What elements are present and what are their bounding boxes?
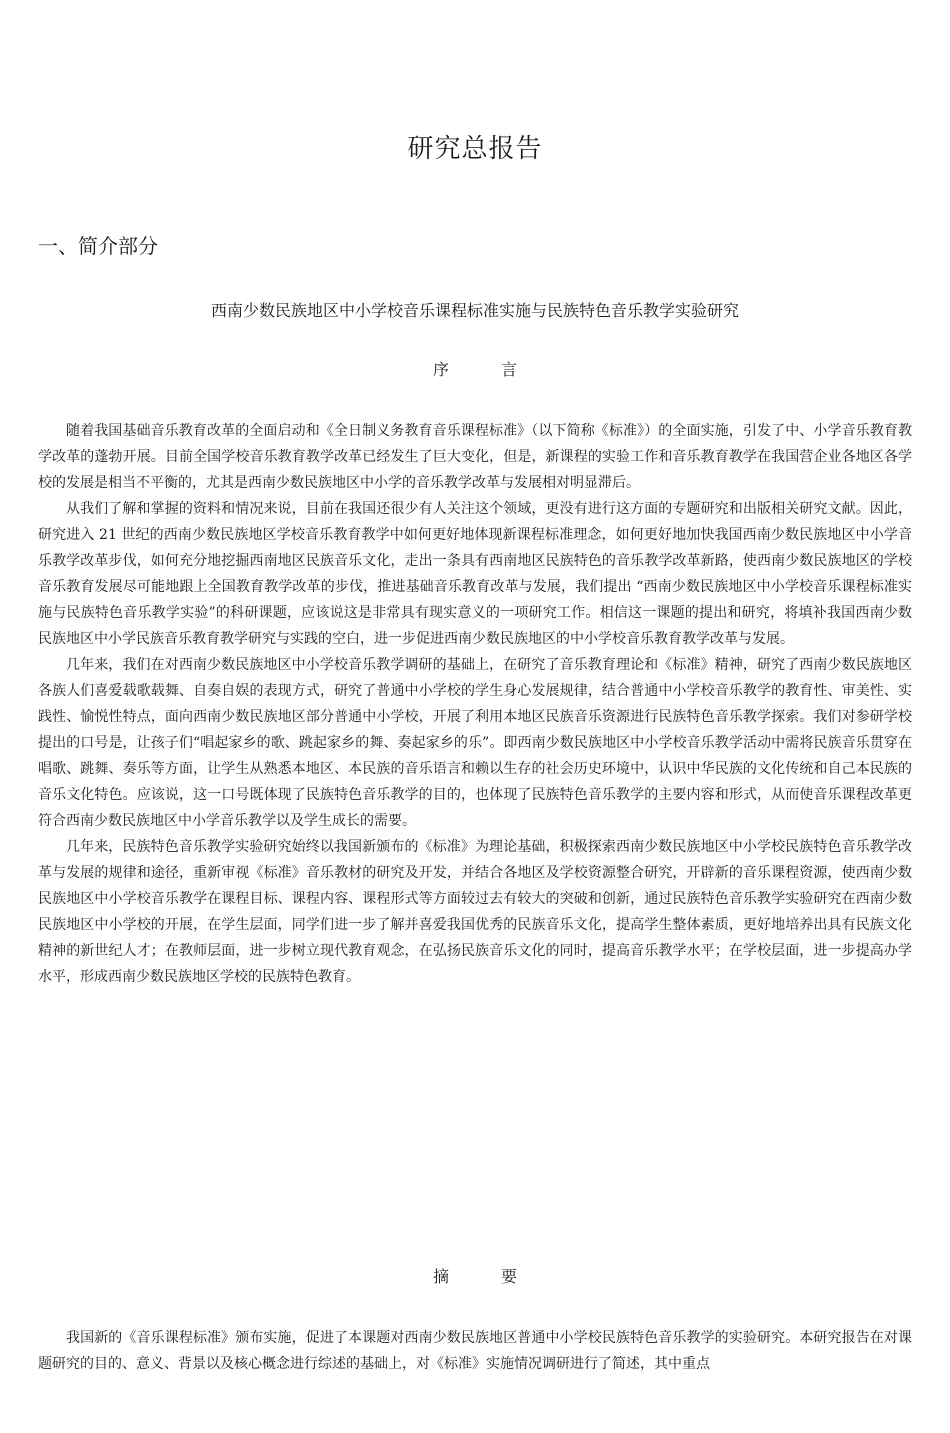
preface-paragraph: 几年来，民族特色音乐教学实验研究始终以我国新颁布的《标准》为理论基础，积极探索西南少数民族地区中小学校民族特色音乐教学改革与发展的规律和途径，重新审视《标准》音乐教材的研究及开发，并结合各地区及学校资源整合研究，开辟新的音乐课程资源，使西南少数民族地区中小学校音乐教学在课程目标、课程内容、课程形式等方面较过去有较大的突破和创新，通过民族特色音乐教学实验研究在西南少数民族地区中小学校的开展，在学生层面，同学们进一步了解并喜爱我国优秀的民族音乐文化，提高学生整体素质，更好地培养出具有民族文化精神的新世纪人才；在教师层面，进一步树立现代教育观念，在弘扬民族音乐文化的同时，提高音乐教学水平；在学校层面，进一步提高办学水平，形成西南少数民族地区学校的民族特色教育。 — [38, 839, 912, 985]
document-title: 研究总报告 — [407, 134, 543, 164]
preface-paragraph: 几年来，我们在对西南少数民族地区中小学校音乐教学调研的基础上，在研究了音乐教育理论和《标准》精神，研究了西南少数民族地区各族人们喜爱载歌载舞、自奏自娱的表现方式，研究了普通中小学校的学生身心发展规律，结合普通中小学校音乐教学的教育性、审美性、实践性、愉悦性特点，面向西南少数民族地区部分普通中小学校，开展了利用本地区民族音乐资源进行民族特色音乐教学探索。我们对参研学校提出的口号是，让孩子们“唱起家乡的歌、跳起家乡的舞、奏起家乡的乐”。即西南少数民族地区中小学校音乐教学活动中需将民族音乐贯穿在唱歌、跳舞、奏乐等方面，让学生从熟悉本地区、本民族的音乐语言和赖以生存的社会历史环境中，认识中华民族的文化传统和自己本民族的音乐文化特色。应该说，这一口号既体现了民族特色音乐教学的目的，也体现了民族特色音乐教学的主要内容和形式，从而使音乐课程改革更符合西南少数民族地区中小学音乐教学以及学生成长的需要。 — [38, 657, 912, 829]
abstract-body — [38, 1325, 912, 1377]
preface-title: 序 言 — [432, 360, 535, 379]
preface-paragraph: 从我们了解和掌握的资料和情况来说，目前在我国还很少有人关注这个领域，更没有进行这方面的专题研究和出版相关研究文献。因此，研究进入 21 世纪的西南少数民族地区学校音乐教育教学中如何更好地体现新课程标准理念，如何更好地加快我国西南少数民族地区中小学音乐教学改革步伐，如何充分地挖掘西南地区民族音乐文化，走出一条具有西南地区民族特色的音乐教学改革新路，使西南少数民族地区的学校音乐教育发展尽可能地跟上全国教育教学改革的步伐，推进基础音乐教育改革与发展，我们提出 “西南少数民族地区中小学校音乐课程标准实施与民族特色音乐教学实验”的科研课题，应该说这是非常具有现实意义的一项研究工作。相信这一课题的提出和研究，将填补我国西南少数民族地区中小学民族音乐教育教学研究与实践的空白，进一步促进西南少数民族地区的中小学校音乐教育教学改革与发展。 — [38, 501, 912, 647]
preface-body — [38, 418, 912, 990]
project-title: 西南少数民族地区中小学校音乐课程标准实施与民族特色音乐教学实验研究 — [210, 301, 739, 320]
preface-paragraph: 随着我国基础音乐教育改革的全面启动和《全日制义务教育音乐课程标准》（以下简称《标准》）的全面实施，引发了中、小学音乐教育教学改革的蓬勃开展。目前全国学校音乐教育教学改革已经发生了巨大变化，但是，新课程的实验工作和音乐教育教学在我国营企业各地区各学校的发展是相当不平衡的，尤其是西南少数民族地区中小学的音乐教学改革与发展相对明显滞后。 — [38, 423, 912, 491]
section-heading: 一、简介部分 — [38, 234, 158, 258]
abstract-title: 摘 要 — [432, 1267, 535, 1286]
abstract-paragraph: 我国新的《音乐课程标准》颁布实施，促进了本课题对西南少数民族地区普通中小学校民族特色音乐教学的实验研究。本研究报告在对课题研究的目的、意义、背景以及核心概念进行综述的基础上，对《标准》实施情况调研进行了简述，其中重点 — [38, 1330, 912, 1372]
